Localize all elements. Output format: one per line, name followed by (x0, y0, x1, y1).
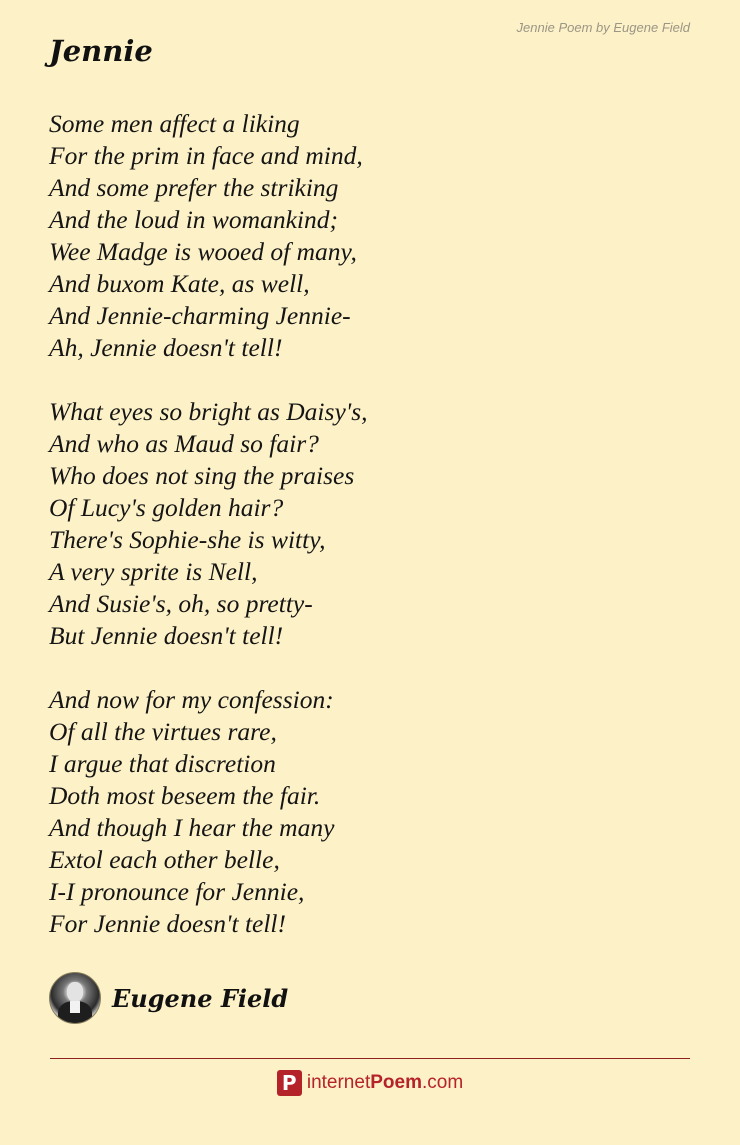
author-avatar[interactable] (49, 972, 101, 1024)
poem-line: And the loud in womankind; (49, 205, 338, 234)
site-name: internetPoem.com (306, 1072, 464, 1093)
poem-line: And Susie's, oh, so pretty- (49, 589, 313, 618)
poem-line: For Jennie doesn't tell! (49, 909, 287, 938)
poem-line: And buxom Kate, as well, (49, 269, 310, 298)
poem-credit: Jennie Poem by Eugene Field (516, 20, 690, 35)
author-block[interactable] (49, 972, 288, 1024)
poem-line: I argue that discretion (49, 749, 276, 778)
poem-line: And who as Maud so fair? (49, 429, 319, 458)
poem-line: Ah, Jennie doesn't tell! (49, 333, 283, 362)
poem-line: For the prim in face and mind, (49, 141, 363, 170)
internetpoem-logo-icon: P (277, 1070, 302, 1096)
poem-line: I-I pronounce for Jennie, (49, 877, 305, 906)
poem-line: Doth most beseem the fair. (49, 781, 321, 810)
footer-divider (50, 1058, 690, 1059)
poem-line: And though I hear the many (49, 813, 335, 842)
poem-line: Some men affect a liking (49, 109, 300, 138)
poem-stanza (49, 396, 368, 652)
poem-line: Of Lucy's golden hair? (49, 493, 284, 522)
poem-line: And Jennie-charming Jennie- (49, 301, 351, 330)
poem-stanza (49, 108, 368, 364)
poem-line: And some prefer the striking (49, 173, 339, 202)
poem-line: Extol each other belle, (49, 845, 280, 874)
poem-stanza (49, 684, 368, 940)
author-name[interactable]: Eugene Field (112, 983, 289, 1013)
poem-title: Jennie (49, 34, 153, 68)
poem-line: Of all the virtues rare, (49, 717, 277, 746)
poem-body (49, 108, 368, 972)
poem-line: Wee Madge is wooed of many, (49, 237, 357, 266)
poem-line: A very sprite is Nell, (49, 557, 258, 586)
poem-line: What eyes so bright as Daisy's, (49, 397, 368, 426)
site-logo[interactable] (0, 1070, 740, 1096)
poem-line: Who does not sing the praises (49, 461, 355, 490)
poem-line: But Jennie doesn't tell! (49, 621, 284, 650)
poem-line: And now for my confession: (49, 685, 334, 714)
poem-line: There's Sophie-she is witty, (49, 525, 326, 554)
